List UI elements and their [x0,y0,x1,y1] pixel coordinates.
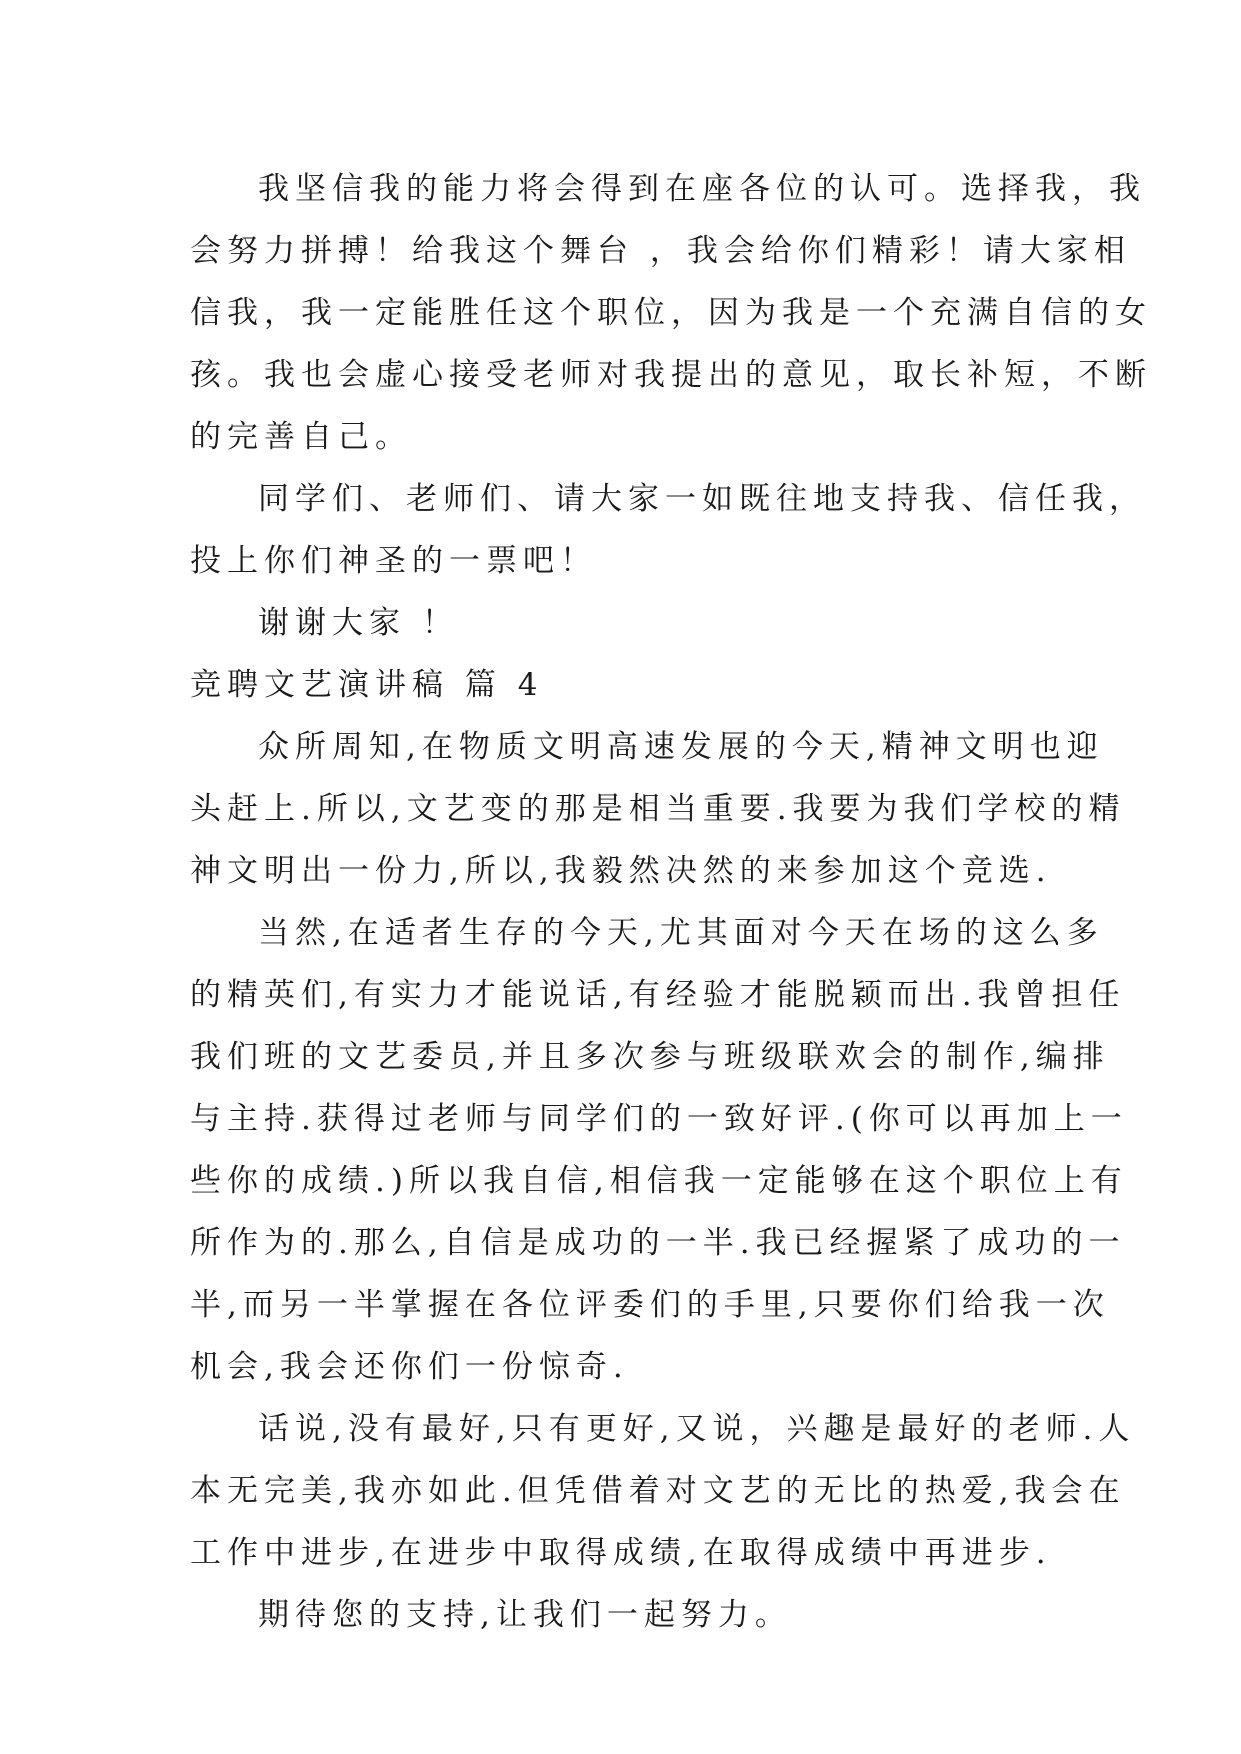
text-line: 些你的成绩.)所以我自信,相信我一定能够在这个职位上有 [190,1163,1128,1199]
text-line: 神文明出一份力,所以,我毅然决然的来参加这个竞选. [190,853,1052,889]
paragraph-appeal [190,468,1146,592]
text-line: 我坚信我的能力将会得到在座各位的认可。选择我，我 [258,171,1146,207]
text-line: 投上你们神圣的一票吧！ [190,543,597,579]
paragraph-closing [190,1584,1070,1646]
paragraph-confidence [190,158,1152,468]
text-line: 众所周知,在物质文明高速发展的今天,精神文明也迎 [258,729,1104,765]
text-line: 的完善自己。 [190,419,412,455]
text-line: 的精英们,有实力才能说话,有经验才能脱颖而出.我曾担任 [190,977,1126,1013]
paragraph-thanks [190,592,1070,654]
text-line: 本无完美,我亦如此.但凭借着对文艺的无比的热爱,我会在 [190,1473,1126,1509]
text-line: 会努力拼搏！给我这个舞台 ，我会给你们精彩！请大家相 [190,233,1131,269]
paragraph-passion [190,1398,1136,1584]
text-line: 机会,我会还你们一份惊奇. [190,1349,629,1385]
text-line: 与主持.获得过老师与同学们的一致好评.(你可以再加上一 [190,1101,1128,1137]
text-line: 工作中进步,在进步中取得成绩,在取得成绩中再进步. [190,1535,1052,1571]
text-line: 谢谢大家 ！ [258,605,459,641]
section-heading [190,654,1070,716]
text-line: 孩。我也会虚心接受老师对我提出的意见，取长补短，不断 [190,357,1152,393]
document-body [190,158,1152,1646]
text-line: 半,而另一半掌握在各位评委们的手里,只要你们给我一次 [190,1287,1110,1323]
text-line: 期待您的支持,让我们一起努力。 [258,1597,792,1633]
heading-text: 竞聘文艺演讲稿 篇 4 [190,667,544,703]
text-line: 头赶上.所以,文艺变的那是相当重要.我要为我们学校的精 [190,791,1126,827]
text-line: 所作为的.那么,自信是成功的一半.我已经握紧了成功的一 [190,1225,1126,1261]
text-line: 信我，我一定能胜任这个职位，因为我是一个充满自信的女 [190,295,1152,331]
text-line: 话说,没有最好,只有更好,又说，兴趣是最好的老师.人 [258,1411,1136,1447]
text-line: 同学们、老师们、请大家一如既往地支持我、信任我， [258,481,1146,517]
paragraph-intro [190,716,1126,902]
text-line: 当然,在适者生存的今天,尤其面对今天在场的这么多 [258,915,1104,951]
paragraph-experience [190,902,1128,1398]
text-line: 我们班的文艺委员,并且多次参与班级联欢会的制作,编排 [190,1039,1110,1075]
